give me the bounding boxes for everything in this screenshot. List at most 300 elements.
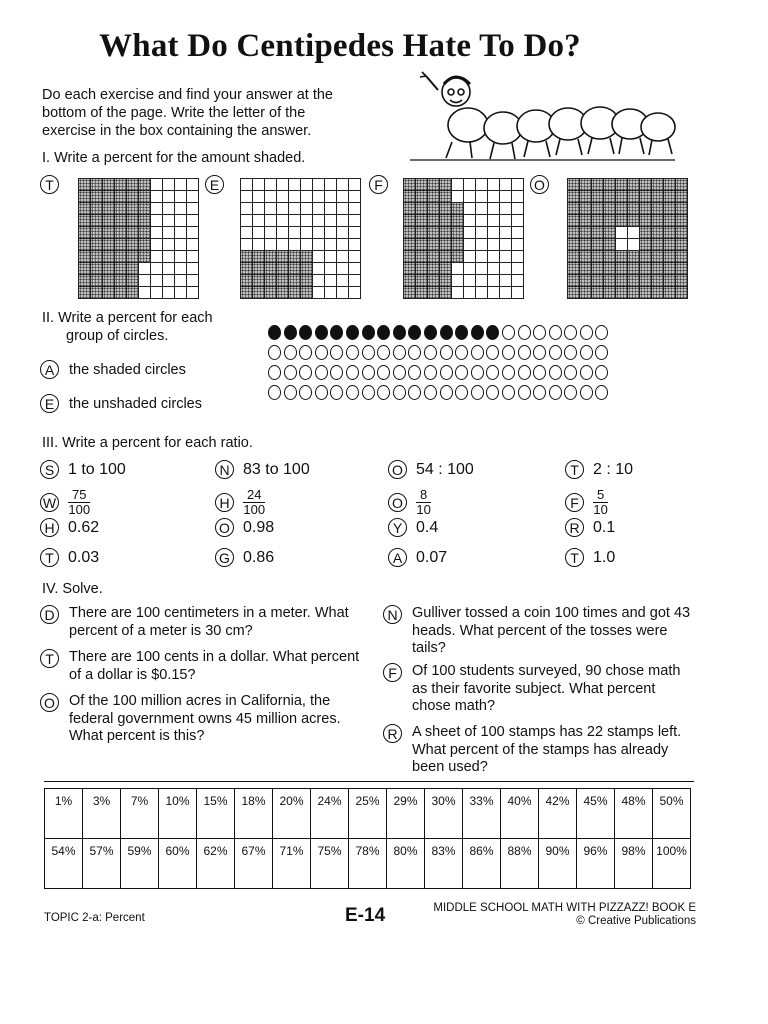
grid-cell — [416, 179, 428, 191]
grid-cell — [628, 263, 640, 275]
answer-value: 71% — [279, 844, 304, 858]
answer-box[interactable] — [501, 839, 539, 889]
grid-cell — [404, 239, 416, 251]
grid-cell — [404, 275, 416, 287]
grid-cell — [91, 251, 103, 263]
grid-cell — [349, 287, 361, 299]
numerator: 5 — [593, 488, 608, 503]
answer-value: 7% — [130, 794, 149, 808]
grid-cell — [301, 263, 313, 275]
grid-exercise-e — [205, 175, 224, 195]
grid-cell — [416, 191, 428, 203]
grid-cell — [604, 191, 616, 203]
answer-value: 20% — [279, 794, 304, 808]
unshaded-circle — [268, 345, 281, 360]
shaded-circle — [330, 325, 343, 340]
unshaded-circle — [518, 385, 531, 400]
grid-cell — [604, 263, 616, 275]
grid-cell — [187, 287, 199, 299]
grid-cell — [253, 179, 265, 191]
grid-cell — [628, 287, 640, 299]
grid-cell — [337, 275, 349, 287]
grid-cell — [488, 263, 500, 275]
grid-cell — [115, 179, 127, 191]
answer-box[interactable] — [235, 789, 273, 839]
grid-cell — [676, 239, 688, 251]
answer-box[interactable] — [577, 839, 615, 889]
letter-badge: E — [40, 394, 59, 413]
instructions: Do each exercise and find your answer at the bottom of the page. Write the letter of the exercise in the box containing the answer. — [42, 87, 333, 139]
grid-cell — [500, 191, 512, 203]
unshaded-circle — [455, 385, 468, 400]
fraction — [416, 488, 431, 517]
grid-cell — [163, 251, 175, 263]
unshaded-circle — [330, 365, 343, 380]
unshaded-circle — [330, 345, 343, 360]
grid-cell — [416, 263, 428, 275]
grid-cell — [349, 191, 361, 203]
answer-box[interactable] — [45, 789, 83, 839]
grid-cell — [676, 263, 688, 275]
grid-cell — [79, 191, 91, 203]
answer-value: 80% — [393, 844, 418, 858]
shaded-circle — [299, 325, 312, 340]
section-2-subheading: group of circles. — [66, 328, 169, 344]
answer-box[interactable] — [539, 839, 577, 889]
grid-cell — [628, 191, 640, 203]
ratio-item — [565, 518, 615, 537]
grid-cell — [289, 179, 301, 191]
grid-cell — [604, 287, 616, 299]
grid-cell — [628, 239, 640, 251]
grid-cell — [664, 191, 676, 203]
grid-cell — [500, 287, 512, 299]
grid-cell — [604, 179, 616, 191]
grid-cell — [265, 215, 277, 227]
letter-badge: N — [383, 605, 402, 624]
grid-cell — [488, 203, 500, 215]
letter-badge: O — [530, 175, 549, 194]
answer-box[interactable] — [539, 789, 577, 839]
ratio-text: 1 to 100 — [68, 460, 126, 478]
unshaded-circle — [549, 345, 562, 360]
answer-value: 42% — [545, 794, 570, 808]
grid-cell — [512, 275, 524, 287]
ratio-item — [215, 460, 310, 479]
answer-box[interactable] — [273, 839, 311, 889]
grid-cell — [241, 227, 253, 239]
answer-value: 86% — [469, 844, 494, 858]
answer-box[interactable] — [425, 839, 463, 889]
grid-cell — [175, 251, 187, 263]
grid-cell — [103, 275, 115, 287]
answer-box[interactable] — [159, 839, 197, 889]
grid-cell — [151, 251, 163, 263]
grid-cell — [580, 275, 592, 287]
unshaded-circle — [408, 345, 421, 360]
answer-box[interactable] — [349, 839, 387, 889]
grid-cell — [464, 239, 476, 251]
grid-cell — [452, 263, 464, 275]
answer-box[interactable] — [653, 839, 691, 889]
grid-cell — [253, 263, 265, 275]
shaded-grid-e — [240, 178, 361, 299]
answer-box[interactable] — [387, 789, 425, 839]
unshaded-circle — [533, 325, 546, 340]
grid-cell — [428, 203, 440, 215]
grid-cell — [91, 191, 103, 203]
ratio-item — [40, 548, 99, 567]
shaded-grid-t — [78, 178, 199, 299]
grid-cell — [428, 191, 440, 203]
word-problem — [383, 724, 693, 777]
answer-box[interactable] — [463, 789, 501, 839]
grid-cell — [464, 179, 476, 191]
grid-cell — [640, 275, 652, 287]
grid-cell — [163, 275, 175, 287]
unshaded-circle — [440, 345, 453, 360]
unshaded-circle — [471, 345, 484, 360]
grid-cell — [337, 263, 349, 275]
grid-cell — [476, 227, 488, 239]
shaded-circle — [284, 325, 297, 340]
grid-cell — [115, 287, 127, 299]
shaded-circle — [408, 325, 421, 340]
grid-cell — [91, 263, 103, 275]
grid-cell — [476, 239, 488, 251]
grid-cell — [103, 203, 115, 215]
answer-value: 62% — [203, 844, 228, 858]
grid-cell — [139, 227, 151, 239]
answer-value: 29% — [393, 794, 418, 808]
grid-cell — [640, 191, 652, 203]
grid-cell — [91, 215, 103, 227]
grid-cell — [500, 215, 512, 227]
grid-cell — [349, 239, 361, 251]
unshaded-circle — [393, 365, 406, 380]
answer-box[interactable] — [311, 789, 349, 839]
unshaded-circle — [346, 385, 359, 400]
shaded-circle — [424, 325, 437, 340]
unshaded-circle — [424, 365, 437, 380]
shaded-circle — [486, 325, 499, 340]
grid-cell — [337, 215, 349, 227]
shaded-circle — [362, 325, 375, 340]
grid-cell — [512, 227, 524, 239]
grid-cell — [664, 275, 676, 287]
grid-cell — [628, 203, 640, 215]
grid-cell — [313, 227, 325, 239]
grid-cell — [440, 275, 452, 287]
grid-cell — [325, 263, 337, 275]
grid-cell — [640, 179, 652, 191]
answer-table — [44, 788, 691, 889]
ratio-text: 54 : 100 — [416, 460, 474, 478]
grid-cell — [277, 227, 289, 239]
problem-text: Of 100 students surveyed, 90 chose math as their favorite subject. What percent chose math? — [412, 663, 681, 714]
grid-cell — [337, 251, 349, 263]
unshaded-circle — [315, 385, 328, 400]
ratio-text: 0.62 — [68, 518, 100, 536]
answer-box[interactable] — [197, 789, 235, 839]
grid-cell — [568, 227, 580, 239]
grid-cell — [175, 227, 187, 239]
grid-cell — [277, 179, 289, 191]
grid-cell — [404, 179, 416, 191]
answer-box[interactable] — [45, 839, 83, 889]
circle-group — [268, 325, 660, 405]
grid-cell — [151, 275, 163, 287]
grid-cell — [115, 215, 127, 227]
grid-cell — [163, 227, 175, 239]
unshaded-circle — [518, 365, 531, 380]
unshaded-circle — [377, 385, 390, 400]
grid-cell — [428, 263, 440, 275]
grid-cell — [301, 215, 313, 227]
grid-cell — [175, 203, 187, 215]
answer-box[interactable] — [425, 789, 463, 839]
unshaded-circle — [518, 325, 531, 340]
grid-cell — [241, 239, 253, 251]
grid-cell — [404, 287, 416, 299]
ratio-text: 1.0 — [593, 548, 616, 566]
grid-cell — [592, 179, 604, 191]
grid-cell — [151, 179, 163, 191]
answer-box[interactable] — [83, 839, 121, 889]
grid-cell — [652, 215, 664, 227]
grid-cell — [325, 227, 337, 239]
numerator: 24 — [243, 488, 265, 503]
grid-cell — [652, 275, 664, 287]
answer-box[interactable] — [501, 789, 539, 839]
grid-cell — [103, 287, 115, 299]
grid-cell — [187, 203, 199, 215]
unshaded-circle — [502, 385, 515, 400]
grid-cell — [488, 179, 500, 191]
grid-cell — [676, 287, 688, 299]
answer-box[interactable] — [273, 789, 311, 839]
grid-cell — [151, 227, 163, 239]
grid-cell — [428, 227, 440, 239]
grid-cell — [452, 251, 464, 263]
ratio-text: 0.98 — [243, 518, 275, 536]
grid-cell — [416, 227, 428, 239]
answer-value: 100% — [656, 844, 687, 858]
answer-value: 75% — [317, 844, 342, 858]
letter-badge: O — [388, 493, 407, 512]
answer-box[interactable] — [387, 839, 425, 889]
grid-cell — [289, 251, 301, 263]
grid-cell — [187, 275, 199, 287]
grid-cell — [416, 239, 428, 251]
answer-box[interactable] — [159, 789, 197, 839]
answer-box[interactable] — [311, 839, 349, 889]
answer-box[interactable] — [197, 839, 235, 889]
grid-cell — [452, 227, 464, 239]
letter-badge: R — [383, 724, 402, 743]
letter-badge: F — [565, 493, 584, 512]
grid-cell — [325, 287, 337, 299]
grid-cell — [277, 203, 289, 215]
answer-box[interactable] — [463, 839, 501, 889]
grid-cell — [349, 203, 361, 215]
grid-cell — [115, 239, 127, 251]
grid-cell — [301, 203, 313, 215]
shaded-grid-o — [567, 178, 688, 299]
grid-cell — [127, 275, 139, 287]
answer-value: 50% — [659, 794, 684, 808]
grid-cell — [325, 239, 337, 251]
letter-badge: S — [40, 460, 59, 479]
answer-box[interactable] — [653, 789, 691, 839]
grid-cell — [187, 239, 199, 251]
fraction — [243, 488, 265, 517]
grid-cell — [500, 251, 512, 263]
answer-value: 96% — [583, 844, 608, 858]
grid-cell — [289, 203, 301, 215]
grid-cell — [512, 251, 524, 263]
grid-cell — [139, 203, 151, 215]
grid-cell — [592, 287, 604, 299]
grid-cell — [79, 239, 91, 251]
grid-cell — [664, 251, 676, 263]
grid-cell — [151, 287, 163, 299]
shaded-circle — [471, 325, 484, 340]
ratio-item — [215, 518, 274, 537]
grid-cell — [580, 239, 592, 251]
grid-cell — [616, 179, 628, 191]
grid-cell — [580, 227, 592, 239]
grid-cell — [277, 275, 289, 287]
unshaded-circle — [284, 345, 297, 360]
grid-cell — [664, 263, 676, 275]
grid-cell — [127, 227, 139, 239]
grid-cell — [277, 239, 289, 251]
grid-cell — [604, 251, 616, 263]
grid-cell — [416, 275, 428, 287]
grid-cell — [592, 275, 604, 287]
grid-cell — [79, 215, 91, 227]
grid-cell — [440, 203, 452, 215]
answer-box[interactable] — [615, 839, 653, 889]
unshaded-circle — [362, 345, 375, 360]
grid-cell — [103, 215, 115, 227]
answer-box[interactable] — [121, 789, 159, 839]
grid-cell — [664, 203, 676, 215]
grid-cell — [616, 263, 628, 275]
grid-cell — [628, 251, 640, 263]
grid-cell — [253, 287, 265, 299]
grid-cell — [488, 227, 500, 239]
grid-cell — [640, 287, 652, 299]
problem-text: There are 100 centimeters in a meter. What percent of a meter is 30 cm? — [69, 605, 349, 639]
grid-cell — [79, 251, 91, 263]
grid-cell — [187, 215, 199, 227]
answer-value: 1% — [54, 794, 73, 808]
answer-box[interactable] — [235, 839, 273, 889]
grid-cell — [163, 263, 175, 275]
grid-cell — [616, 215, 628, 227]
unshaded-circle — [346, 345, 359, 360]
grid-cell — [464, 263, 476, 275]
grid-cell — [313, 215, 325, 227]
grid-cell — [440, 227, 452, 239]
shaded-circle — [268, 325, 281, 340]
grid-cell — [103, 191, 115, 203]
word-problem — [40, 605, 360, 640]
grid-cell — [241, 263, 253, 275]
grid-cell — [175, 191, 187, 203]
grid-cell — [241, 179, 253, 191]
ratio-item — [565, 460, 633, 479]
shaded-circle — [346, 325, 359, 340]
grid-cell — [151, 191, 163, 203]
grid-cell — [640, 215, 652, 227]
grid-cell — [187, 227, 199, 239]
grid-cell — [640, 239, 652, 251]
unshaded-circle — [533, 385, 546, 400]
grid-cell — [512, 215, 524, 227]
grid-cell — [253, 239, 265, 251]
grid-cell — [103, 239, 115, 251]
page-title: What Do Centipedes Hate To Do? — [99, 28, 581, 64]
grid-cell — [265, 179, 277, 191]
grid-cell — [151, 263, 163, 275]
answer-box[interactable] — [349, 789, 387, 839]
grid-cell — [337, 287, 349, 299]
grid-cell — [580, 287, 592, 299]
problem-text: Of the 100 million acres in California, the federal government owns 45 million acres. What percent is this? — [69, 693, 341, 744]
answer-value: 15% — [203, 794, 228, 808]
grid-cell — [404, 227, 416, 239]
grid-cell — [253, 191, 265, 203]
answer-box[interactable] — [83, 789, 121, 839]
ratio-item — [40, 460, 126, 479]
grid-cell — [652, 179, 664, 191]
letter-badge: F — [369, 175, 388, 194]
grid-cell — [91, 227, 103, 239]
grid-cell — [652, 191, 664, 203]
grid-cell — [289, 191, 301, 203]
grid-cell — [640, 227, 652, 239]
section-3-heading: III. Write a percent for each ratio. — [42, 435, 253, 451]
answer-box[interactable] — [615, 789, 653, 839]
answer-box[interactable] — [121, 839, 159, 889]
answer-value: 3% — [92, 794, 111, 808]
grid-cell — [91, 239, 103, 251]
grid-cell — [488, 251, 500, 263]
answer-box[interactable] — [577, 789, 615, 839]
unshaded-circle — [533, 345, 546, 360]
unshaded-circle — [471, 365, 484, 380]
letter-badge: F — [383, 663, 402, 682]
grid-cell — [640, 203, 652, 215]
section-1-heading: I. Write a percent for the amount shaded. — [42, 150, 306, 166]
grid-cell — [175, 287, 187, 299]
grid-cell — [241, 275, 253, 287]
grid-cell — [127, 215, 139, 227]
grid-cell — [163, 215, 175, 227]
grid-exercise-f — [369, 175, 388, 195]
unshaded-circle — [330, 385, 343, 400]
unshaded-circle — [424, 345, 437, 360]
grid-cell — [416, 215, 428, 227]
unshaded-circle — [377, 365, 390, 380]
grid-cell — [265, 275, 277, 287]
answer-row — [45, 789, 691, 839]
grid-cell — [187, 263, 199, 275]
grid-cell — [301, 179, 313, 191]
